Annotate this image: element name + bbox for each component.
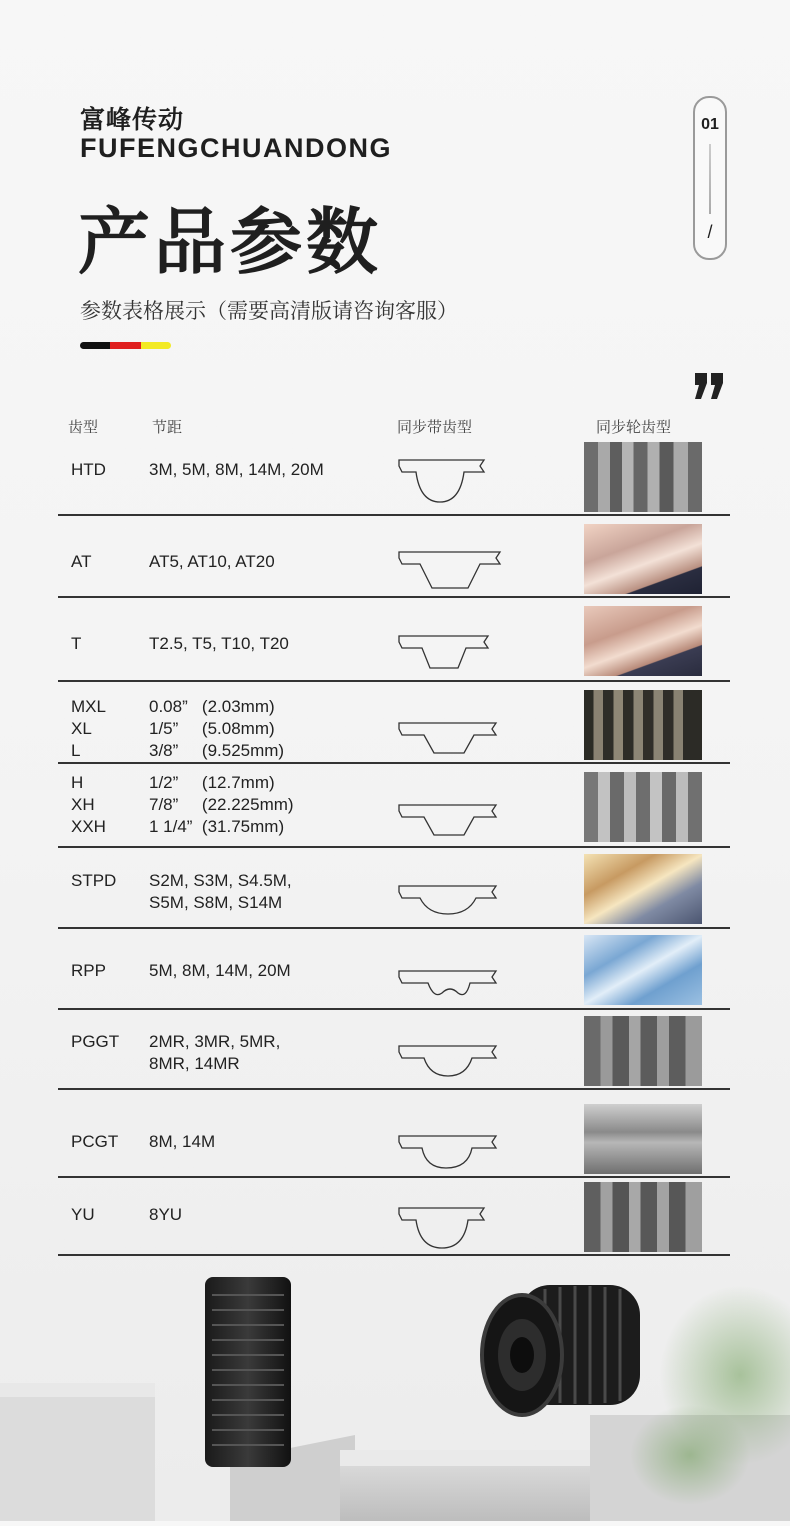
table-row bbox=[58, 514, 730, 598]
t-pulley-photo bbox=[584, 606, 702, 676]
stpd-belt-profile-icon bbox=[396, 878, 506, 934]
pulley-left-image bbox=[205, 1277, 291, 1467]
tooth-type-cell: STPD bbox=[71, 871, 117, 890]
tooth-type-cell: PGGT bbox=[71, 1032, 120, 1051]
table-row bbox=[58, 927, 730, 1010]
tooth-type-cell: PCGT bbox=[71, 1132, 119, 1151]
stpd-pulley-photo bbox=[584, 854, 702, 924]
pulley-right-image bbox=[482, 1285, 640, 1415]
tooth-type-cell: H XH XXH bbox=[71, 773, 106, 836]
flag-color-bar bbox=[80, 342, 171, 349]
pitch-cell: T2.5, T5, T10, T20 bbox=[149, 634, 289, 653]
page-title: 产品参数 bbox=[78, 200, 383, 284]
tooth-type-cell: YU bbox=[71, 1205, 95, 1224]
t-belt-profile-icon bbox=[396, 628, 506, 684]
table-row bbox=[58, 1176, 730, 1256]
tooth-type-cell: AT bbox=[71, 552, 92, 571]
table-row bbox=[58, 596, 730, 682]
product-scene bbox=[0, 1255, 790, 1521]
quote-glyph-icon bbox=[692, 373, 726, 399]
brand-en: FUFENGCHUANDONG bbox=[80, 133, 392, 163]
quote-mark-icon bbox=[692, 352, 726, 408]
rpp-pulley-photo bbox=[584, 935, 702, 1005]
brand-cn: 富峰传动 bbox=[80, 105, 185, 134]
tooth-type-cell: HTD bbox=[71, 460, 106, 479]
h-belt-profile-icon bbox=[396, 797, 506, 853]
table-row bbox=[58, 1088, 730, 1178]
pitch-cell: 3M, 5M, 8M, 14M, 20M bbox=[149, 460, 324, 479]
pitch-cell: 1/2” (12.7mm) 7/8” (22.225mm) 1 1/4” (31.75mm) bbox=[149, 773, 294, 836]
pitch-cell: 8YU bbox=[149, 1205, 183, 1224]
table-row bbox=[58, 1008, 730, 1090]
yu-pulley-photo bbox=[584, 1182, 702, 1252]
page-indicator-line bbox=[709, 144, 711, 214]
pitch-cell: 8M, 14M bbox=[149, 1132, 216, 1151]
tooth-type-cell: RPP bbox=[71, 961, 106, 980]
table-header-tooth-type: 齿型 bbox=[68, 418, 99, 436]
htd-belt-profile-icon bbox=[396, 452, 506, 508]
pggt-pulley-photo bbox=[584, 1016, 702, 1086]
pcgt-pulley-photo bbox=[584, 1104, 702, 1174]
pitch-cell: 5M, 8M, 14M, 20M bbox=[149, 961, 291, 980]
pitch-cell: AT5, AT10, AT20 bbox=[149, 552, 275, 571]
pitch-cell: 2MR, 3MR, 5MR, 8MR, 14MR bbox=[149, 1032, 281, 1073]
page-subtitle: 参数表格展示（需要高清版请咨询客服） bbox=[80, 299, 458, 323]
at-belt-profile-icon bbox=[396, 544, 506, 600]
h-pulley-photo bbox=[584, 772, 702, 842]
tooth-type-cell: T bbox=[71, 634, 82, 653]
page-indicator bbox=[693, 96, 727, 260]
htd-pulley-photo bbox=[584, 442, 702, 512]
pitch-cell: S2M, S3M, S4.5M, S5M, S8M, S14M bbox=[149, 871, 292, 912]
pitch-cell: 0.08” (2.03mm) 1/5” (5.08mm) 3/8” (9.525mm) bbox=[149, 697, 285, 760]
table-header-pitch: 节距 bbox=[152, 418, 183, 436]
pggt-belt-profile-icon bbox=[396, 1038, 506, 1094]
at-pulley-photo bbox=[584, 524, 702, 594]
table-row bbox=[58, 762, 730, 848]
table-header-pulley-profile: 同步轮齿型 bbox=[596, 418, 672, 436]
yu-belt-profile-icon bbox=[396, 1200, 506, 1256]
table-row bbox=[58, 680, 730, 764]
tooth-type-cell: MXL XL L bbox=[71, 697, 106, 760]
page-separator: / bbox=[707, 222, 713, 242]
table-row bbox=[58, 440, 730, 516]
table-row bbox=[58, 846, 730, 929]
table-header-belt-profile: 同步带齿型 bbox=[397, 418, 473, 436]
l-pulley-photo bbox=[584, 690, 702, 760]
page-number: 01 bbox=[701, 116, 719, 133]
